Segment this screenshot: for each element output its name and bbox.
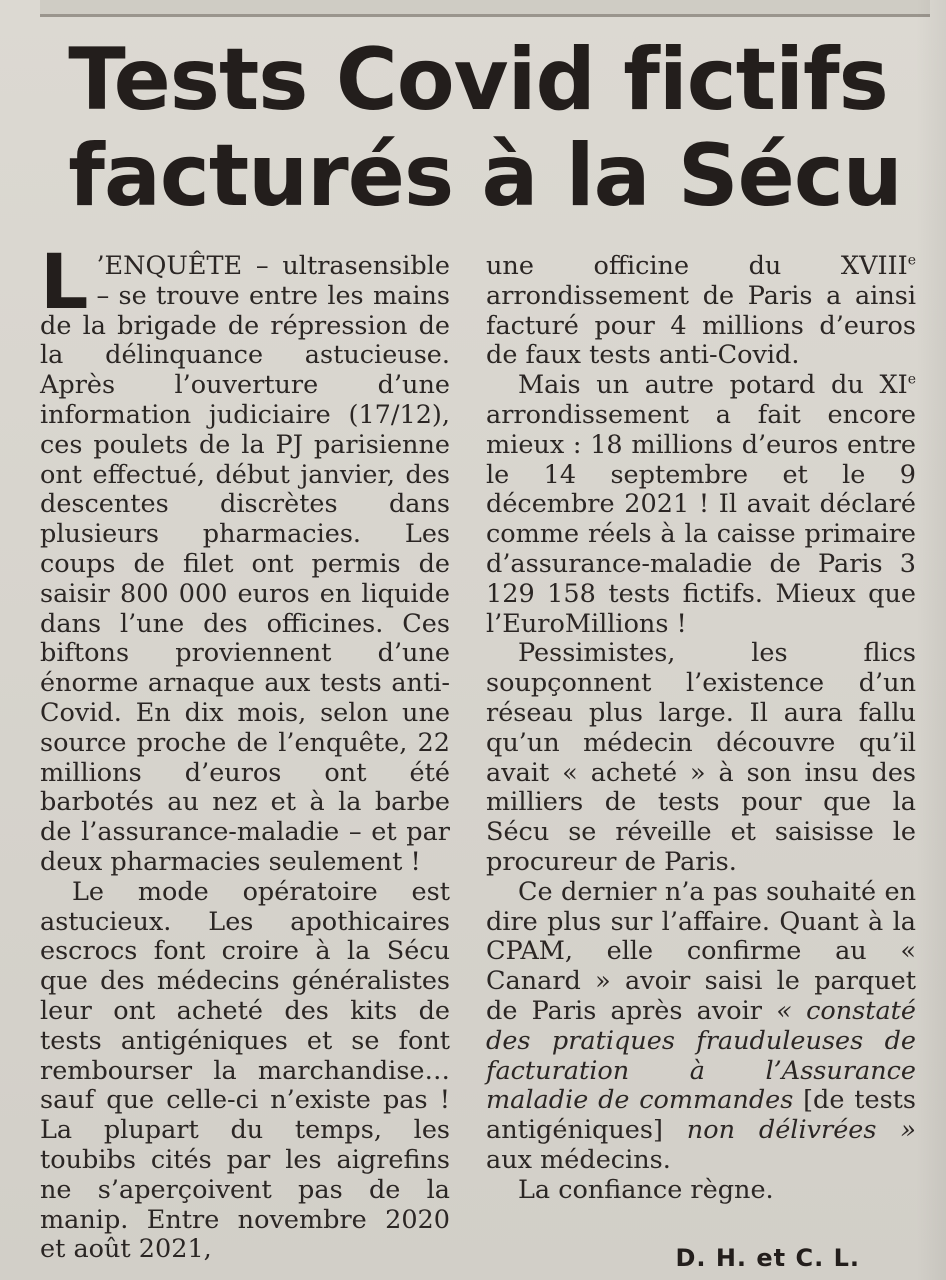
paragraph-6-text-b: [de tests antigéniques]	[486, 1085, 916, 1146]
top-rule	[40, 0, 930, 17]
paragraph-1-text: ’ENQUÊTE – ultrasensible – se trouve entre les mains de la brigade de répression de la délinquance astucieuse. Après l’ouverture d’une information judiciaire (17/12), ces poulets de la PJ parisienne ont effectué, début janvier, des descentes discrètes dans plusieurs pharmacies. Les coups de filet ont permis de saisir 800 000 euros en liquide dans l’une des officines. Ces biftons proviennent d’une énorme arnaque aux tests anti-Covid. En dix mois, selon une source proche de l’enquête, 22 millions d’euros ont été barbotés au nez et à la barbe de l’assurance-maladie – et par deux pharmacies seulement !	[40, 251, 450, 877]
headline-line-2: facturés à la Sécu	[68, 126, 902, 226]
paragraph-6-text-c: aux médecins.	[486, 1144, 671, 1175]
paragraph-4-text-b: arrondissement a fait encore mieux : 18 millions d’euros entre le 14 septembre et le 9 décembre 2021 ! Il avait déclaré comme réels à la caisse primaire d’assurance-maladie de Paris 3 129 158 tests fictifs. Mieux que l’EuroMillions !	[486, 399, 916, 639]
paragraph-6-quote-1: « constaté des pratiques frauduleuses de facturation à l’Assurance maladie de commandes	[486, 995, 917, 1116]
column-right	[486, 252, 916, 1206]
paragraph-7: La confiance règne.	[518, 1174, 774, 1205]
paragraph-6-text-a: Ce dernier n’a pas souhaité en dire plus sur l’affaire. Quant à la CPAM, elle confirme au « Canard » avoir saisi le parquet de Paris après avoir	[486, 876, 916, 1026]
paragraph-6	[486, 878, 916, 1176]
paragraph-3-text-b: arrondissement de Paris a ainsi facturé pour 4 millions d’euros de faux tests anti-Covid.	[486, 280, 916, 371]
paragraph-1	[40, 237, 450, 878]
paragraph-4	[486, 371, 916, 639]
drop-cap: L	[40, 237, 89, 326]
paragraph-3-text-a: une officine du XVIII	[486, 251, 908, 281]
column-left	[40, 237, 450, 1265]
paragraph-3-superscript: e	[907, 252, 916, 269]
paragraph-4-text-a: Mais un autre potard du XI	[518, 370, 908, 401]
headline	[68, 30, 902, 226]
paragraph-5: Pessimistes, les flics soupçonnent l’existence d’un réseau plus large. Il aura fallu qu’un médecin découvre qu’il avait « acheté » à son insu des milliers de tests pour que la Sécu se réveille et saisisse le procureur de Paris.	[486, 638, 916, 877]
paragraph-4-superscript: e	[907, 371, 916, 388]
paragraph-6-quote-2: non délivrées »	[686, 1115, 916, 1146]
paragraph-2: Le mode opératoire est astucieux. Les apothicaires escrocs font croire à la Sécu que des médecins généralistes leur ont acheté des kits de tests antigéniques et se font rembourser la marchandise… sauf que celle-ci n’existe pas ! La plupart du temps, les toubibs cités par les aigrefins ne s’aperçoivent pas de la manip. Entre novembre 2020 et août 2021,	[40, 876, 450, 1265]
page-shadow	[916, 0, 946, 1280]
author-signature: D. H. et C. L.	[675, 1244, 860, 1272]
headline-line-1: Tests Covid fictifs	[68, 30, 888, 130]
paragraph-3	[486, 252, 916, 371]
